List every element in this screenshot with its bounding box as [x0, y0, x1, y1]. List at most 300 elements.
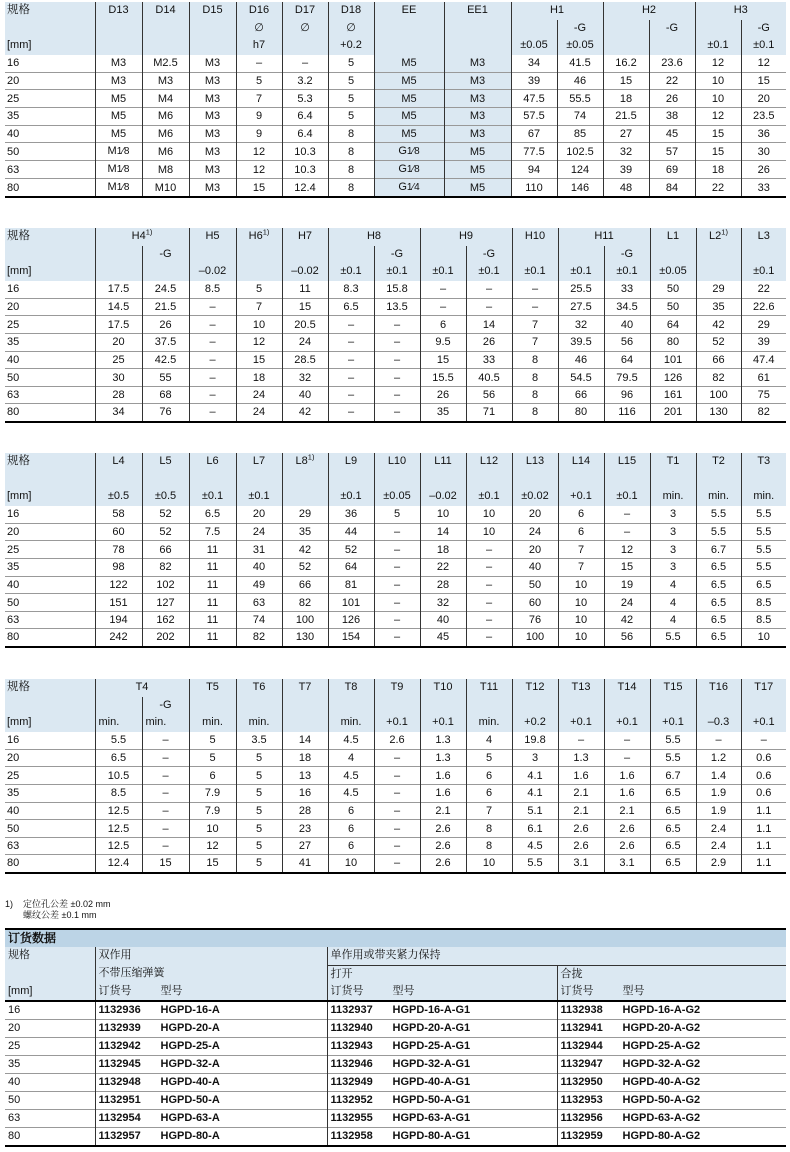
value-cell: 25.5 [558, 281, 604, 299]
table-row [5, 576, 786, 594]
value-cell: 161 [650, 386, 696, 404]
value-cell: 10 [466, 523, 512, 541]
value-cell: 94 [511, 161, 557, 179]
part-number: 1132956 [560, 1112, 603, 1124]
value-cell: 33 [604, 281, 650, 299]
value-cell: – [512, 281, 558, 299]
value-cell: 8.5 [189, 281, 236, 299]
value-cell: 5 [328, 90, 374, 108]
type-code: HGPD-40-A-G1 [392, 1076, 471, 1088]
table-row [5, 1020, 786, 1038]
value-cell: 124 [557, 161, 603, 179]
value-cell: 26 [142, 316, 189, 334]
table-row [5, 820, 786, 838]
footnote-mark: 1) [5, 899, 14, 909]
value-cell: 4.1 [512, 767, 558, 785]
col-H4: H4$^{1)}$ [95, 228, 189, 246]
tolerance: ±0.1 [466, 263, 512, 281]
value-cell: 60 [512, 594, 558, 612]
value-cell: 7.5 [189, 523, 236, 541]
value-cell: 7.9 [189, 802, 236, 820]
value-cell: 57.5 [511, 108, 557, 126]
value-cell: – [374, 820, 420, 838]
size-header: 规格 [5, 228, 95, 246]
part-number: 1132936 [98, 1004, 141, 1016]
size-cell: 40 [5, 125, 95, 143]
col-L12: L12 [466, 453, 512, 471]
value-cell: 15 [236, 179, 282, 198]
value-cell: 4 [650, 594, 696, 612]
type-code: HGPD-80-A-G2 [622, 1130, 701, 1142]
value-cell: 28 [95, 386, 142, 404]
col-L3: L3 [741, 228, 786, 246]
value-cell: 6 [558, 506, 604, 524]
value-cell: – [282, 55, 328, 73]
value-cell: 38 [649, 108, 695, 126]
value-cell: 5 [236, 749, 282, 767]
value-cell: 6 [189, 767, 236, 785]
value-cell: 1.1 [741, 802, 786, 820]
value-cell: – [374, 802, 420, 820]
value-cell: 66 [558, 386, 604, 404]
value-cell: 2.4 [696, 837, 741, 855]
value-cell: 5 [236, 837, 282, 855]
value-cell: – [374, 767, 420, 785]
table-row [5, 559, 786, 577]
col-T11: T11 [466, 679, 512, 697]
size-cell: 50 [5, 369, 95, 387]
col-L1: L1 [650, 228, 696, 246]
value-cell: 2.6 [604, 820, 650, 838]
table-row [5, 404, 786, 422]
value-cell: M5 [374, 108, 444, 126]
unit-label: [mm] [5, 488, 95, 506]
tolerance [282, 488, 328, 506]
table-row [5, 1038, 786, 1056]
value-cell: 82 [236, 629, 282, 647]
table-row [5, 179, 786, 198]
type-code: HGPD-16-A [160, 1004, 220, 1016]
table-row [5, 334, 786, 352]
value-cell: – [374, 629, 420, 647]
size-cell: 50 [5, 1092, 95, 1110]
value-cell: – [142, 749, 189, 767]
value-cell: 1.3 [420, 732, 466, 750]
value-cell: 3 [650, 523, 696, 541]
value-cell: 101 [328, 594, 374, 612]
type-code: HGPD-32-A-G1 [392, 1058, 471, 1070]
size-cell: 50 [5, 820, 95, 838]
col-T3: T3 [741, 453, 786, 471]
size-cell: 80 [5, 629, 95, 647]
table-row [5, 143, 786, 161]
col-T5: T5 [189, 679, 236, 697]
order-cell [557, 1038, 786, 1056]
value-cell: 15 [142, 855, 189, 873]
value-cell: 85 [557, 125, 603, 143]
col-T7: T7 [282, 679, 328, 697]
value-cell: 2.6 [374, 732, 420, 750]
value-cell: 58 [95, 506, 142, 524]
value-cell: 6 [466, 767, 512, 785]
size-cell: 63 [5, 161, 95, 179]
type-code: HGPD-63-A-G1 [392, 1112, 471, 1124]
value-cell: 61 [741, 369, 786, 387]
value-cell: 42 [696, 316, 741, 334]
value-cell: 194 [95, 611, 142, 629]
value-cell: 82 [696, 369, 741, 387]
value-cell: 5 [374, 506, 420, 524]
value-cell: – [604, 732, 650, 750]
value-cell: 15 [695, 125, 741, 143]
value-cell: 33 [466, 351, 512, 369]
value-cell: G1⁄4 [374, 179, 444, 198]
value-cell: M6 [142, 143, 189, 161]
dimensions-table-1 [5, 2, 786, 198]
tolerance: +0.2 [512, 714, 558, 732]
value-cell: 41 [282, 855, 328, 873]
tolerance: ±0.5 [142, 488, 189, 506]
value-cell: 202 [142, 629, 189, 647]
value-cell: 60 [95, 523, 142, 541]
value-cell: M6 [142, 125, 189, 143]
type-code: HGPD-50-A-G2 [622, 1094, 701, 1106]
value-cell: 24.5 [142, 281, 189, 299]
value-cell: 63 [236, 594, 282, 612]
value-cell: – [374, 541, 420, 559]
tolerance: +0.1 [374, 714, 420, 732]
col-T8: T8 [328, 679, 374, 697]
value-cell: M3 [95, 72, 142, 90]
value-cell: 21.5 [603, 108, 649, 126]
col-H11: H11 [558, 228, 650, 246]
col-T9: T9 [374, 679, 420, 697]
value-cell: 7 [236, 298, 282, 316]
value-cell: 82 [282, 594, 328, 612]
tolerance: ±0.1 [236, 488, 282, 506]
part-number: 1132939 [98, 1022, 141, 1034]
value-cell: 74 [236, 611, 282, 629]
value-cell: 25 [95, 351, 142, 369]
value-cell: 12 [741, 55, 786, 73]
value-cell: 82 [142, 559, 189, 577]
col-H7: H7 [282, 228, 328, 246]
value-cell: 26 [741, 161, 786, 179]
value-cell: 14 [282, 732, 328, 750]
type-code: HGPD-50-A [160, 1094, 220, 1106]
variant-g-label: -G [142, 697, 189, 715]
value-cell: 6.5 [650, 820, 696, 838]
value-cell: 22.6 [741, 298, 786, 316]
value-cell: 39.5 [558, 334, 604, 352]
table-row [5, 506, 786, 524]
value-cell: 18 [282, 749, 328, 767]
table-row [5, 1128, 786, 1147]
value-cell: 4.5 [328, 767, 374, 785]
value-cell: 26 [649, 90, 695, 108]
part-number: 1132948 [98, 1076, 141, 1088]
value-cell: 5 [236, 72, 282, 90]
value-cell: 6.5 [696, 576, 741, 594]
value-cell: M6 [142, 108, 189, 126]
value-cell: 42.5 [142, 351, 189, 369]
value-cell: – [189, 369, 236, 387]
value-cell: 126 [328, 611, 374, 629]
size-cell: 20 [5, 298, 95, 316]
value-cell: 66 [696, 351, 741, 369]
value-cell: 12 [236, 161, 282, 179]
value-cell: – [466, 298, 512, 316]
value-cell: – [142, 732, 189, 750]
value-cell: 10.5 [95, 767, 142, 785]
value-cell: – [189, 334, 236, 352]
value-cell: 1.1 [741, 820, 786, 838]
type-code: HGPD-50-A-G1 [392, 1094, 471, 1106]
value-cell: 2.6 [558, 820, 604, 838]
value-cell: 6.5 [650, 855, 696, 873]
value-cell: 11 [189, 541, 236, 559]
table-row [5, 125, 786, 143]
value-cell: M3 [444, 55, 511, 73]
value-cell: 9 [236, 108, 282, 126]
value-cell: 6 [558, 523, 604, 541]
order-cell [557, 1128, 786, 1147]
order-cell [327, 1110, 557, 1128]
value-cell: M5 [374, 125, 444, 143]
value-cell: 2.9 [696, 855, 741, 873]
size-cell: 50 [5, 594, 95, 612]
variant-g-label: -G [142, 246, 189, 264]
type-code: HGPD-80-A [160, 1130, 220, 1142]
value-cell: 15 [695, 143, 741, 161]
order-cell [557, 1001, 786, 1020]
tolerance: –0.02 [420, 488, 466, 506]
value-cell: 6.5 [650, 785, 696, 803]
table-row [5, 369, 786, 387]
value-cell: 47.5 [511, 90, 557, 108]
value-cell: M5 [444, 161, 511, 179]
table-row [5, 785, 786, 803]
value-cell: 10 [695, 90, 741, 108]
col-T12: T12 [512, 679, 558, 697]
value-cell: 5.5 [741, 523, 786, 541]
size-cell: 63 [5, 837, 95, 855]
value-cell: – [696, 732, 741, 750]
value-cell: 8 [466, 837, 512, 855]
type-label: 型号 [160, 985, 183, 997]
value-cell: M5 [95, 90, 142, 108]
col-D13: D13 [95, 2, 142, 20]
value-cell: 5 [328, 108, 374, 126]
tolerance: ±0.1 [604, 263, 650, 281]
col-L14: L14 [558, 453, 604, 471]
value-cell: 64 [328, 559, 374, 577]
value-cell: 101 [650, 351, 696, 369]
value-cell: 42 [604, 611, 650, 629]
value-cell: 5.5 [696, 506, 741, 524]
value-cell: M3 [142, 72, 189, 90]
value-cell: 45 [649, 125, 695, 143]
size-cell: 80 [5, 1128, 95, 1147]
value-cell: 1.6 [420, 785, 466, 803]
value-cell: 26 [420, 386, 466, 404]
value-cell: 110 [511, 179, 557, 198]
value-cell: 52 [142, 506, 189, 524]
part-number: 1132957 [98, 1130, 141, 1142]
tolerance: +0.1 [650, 714, 696, 732]
value-cell: 8 [328, 143, 374, 161]
value-cell: – [466, 281, 512, 299]
order-cell [327, 1038, 557, 1056]
col-EE1: EE1 [444, 2, 511, 20]
tolerance: ±0.1 [558, 263, 604, 281]
value-cell: 10 [466, 506, 512, 524]
value-cell: 12.5 [95, 837, 142, 855]
close-header: 合拢 [557, 965, 786, 983]
value-cell: 12 [695, 108, 741, 126]
value-cell: 34.5 [604, 298, 650, 316]
value-cell: 46 [557, 72, 603, 90]
size-cell: 25 [5, 316, 95, 334]
size-header: 规格 [5, 947, 95, 965]
order-cell [557, 1020, 786, 1038]
open-header: 打开 [327, 965, 557, 983]
value-cell: 122 [95, 576, 142, 594]
value-cell: 18 [236, 369, 282, 387]
value-cell: 21.5 [142, 298, 189, 316]
value-cell: 17.5 [95, 316, 142, 334]
value-cell: 50 [650, 298, 696, 316]
value-cell: 201 [650, 404, 696, 422]
value-cell: M3 [189, 72, 236, 90]
size-cell: 25 [5, 1038, 95, 1056]
table-row [5, 351, 786, 369]
value-cell: – [420, 281, 466, 299]
value-cell: 6.5 [650, 802, 696, 820]
value-cell: 151 [95, 594, 142, 612]
value-cell: 12.5 [95, 802, 142, 820]
value-cell: 32 [282, 369, 328, 387]
value-cell: – [558, 732, 604, 750]
col-D16: D16 [236, 2, 282, 20]
value-cell: 7 [512, 316, 558, 334]
col-L11: L11 [420, 453, 466, 471]
value-cell: 34 [95, 404, 142, 422]
table-row [5, 281, 786, 299]
value-cell: 5 [189, 732, 236, 750]
value-cell: 7 [236, 90, 282, 108]
value-cell: 5 [236, 855, 282, 873]
order-cell [95, 1056, 327, 1074]
value-cell: 24 [282, 334, 328, 352]
value-cell: 7 [512, 334, 558, 352]
value-cell: 7 [466, 802, 512, 820]
value-cell: 27.5 [558, 298, 604, 316]
value-cell: – [328, 316, 374, 334]
value-cell: 36 [741, 125, 786, 143]
size-cell: 40 [5, 1074, 95, 1092]
value-cell: M1⁄8 [95, 179, 142, 198]
table-row [5, 523, 786, 541]
value-cell: 20 [95, 334, 142, 352]
value-cell: 30 [95, 369, 142, 387]
col-L15: L15 [604, 453, 650, 471]
value-cell: 40 [604, 316, 650, 334]
tolerance: ±0.1 [512, 263, 558, 281]
table-row [5, 1074, 786, 1092]
value-cell: – [374, 386, 420, 404]
value-cell: – [374, 576, 420, 594]
order-cell [327, 1074, 557, 1092]
value-cell: 84 [649, 179, 695, 198]
size-cell: 40 [5, 576, 95, 594]
value-cell: – [466, 594, 512, 612]
part-no-label: 订货号 [330, 985, 364, 997]
value-cell: M3 [189, 55, 236, 73]
value-cell: 55 [142, 369, 189, 387]
order-cell [327, 1092, 557, 1110]
value-cell: 10 [558, 611, 604, 629]
table-row [5, 1110, 786, 1128]
value-cell: 20 [741, 90, 786, 108]
table-row [5, 1092, 786, 1110]
value-cell: M5 [444, 143, 511, 161]
value-cell: 1.1 [741, 855, 786, 873]
value-cell: 22 [741, 281, 786, 299]
value-cell: – [142, 767, 189, 785]
value-cell: 42 [282, 404, 328, 422]
value-cell: 5.5 [741, 506, 786, 524]
part-number: 1132942 [98, 1040, 141, 1052]
value-cell: 32 [558, 316, 604, 334]
value-cell: 5.1 [512, 802, 558, 820]
order-cell [327, 1020, 557, 1038]
tolerance: ±0.1 [374, 263, 420, 281]
value-cell: 146 [557, 179, 603, 198]
value-cell: 71 [466, 404, 512, 422]
value-cell: – [189, 351, 236, 369]
value-cell: 6.5 [696, 559, 741, 577]
value-cell: 20 [512, 506, 558, 524]
size-cell: 35 [5, 1056, 95, 1074]
value-cell: 3 [512, 749, 558, 767]
table-row [5, 108, 786, 126]
value-cell: 242 [95, 629, 142, 647]
size-cell: 25 [5, 541, 95, 559]
value-cell: 2.6 [420, 837, 466, 855]
value-cell: 15 [603, 72, 649, 90]
col-D17: D17 [282, 2, 328, 20]
value-cell: 15.8 [374, 281, 420, 299]
tolerance: +0.1 [604, 714, 650, 732]
value-cell: 10 [420, 506, 466, 524]
type-code: HGPD-40-A-G2 [622, 1076, 701, 1088]
value-cell: 6.1 [512, 820, 558, 838]
order-cell [95, 1038, 327, 1056]
part-number: 1132954 [98, 1112, 141, 1124]
value-cell: 7 [558, 559, 604, 577]
tolerance: –0.02 [282, 263, 328, 281]
value-cell: 39 [511, 72, 557, 90]
value-cell: 162 [142, 611, 189, 629]
value-cell: – [374, 611, 420, 629]
col-T1: T1 [650, 453, 696, 471]
value-cell: 23.5 [741, 108, 786, 126]
value-cell: 18 [420, 541, 466, 559]
size-cell: 25 [5, 767, 95, 785]
value-cell: – [741, 732, 786, 750]
part-number: 1132952 [330, 1094, 373, 1106]
